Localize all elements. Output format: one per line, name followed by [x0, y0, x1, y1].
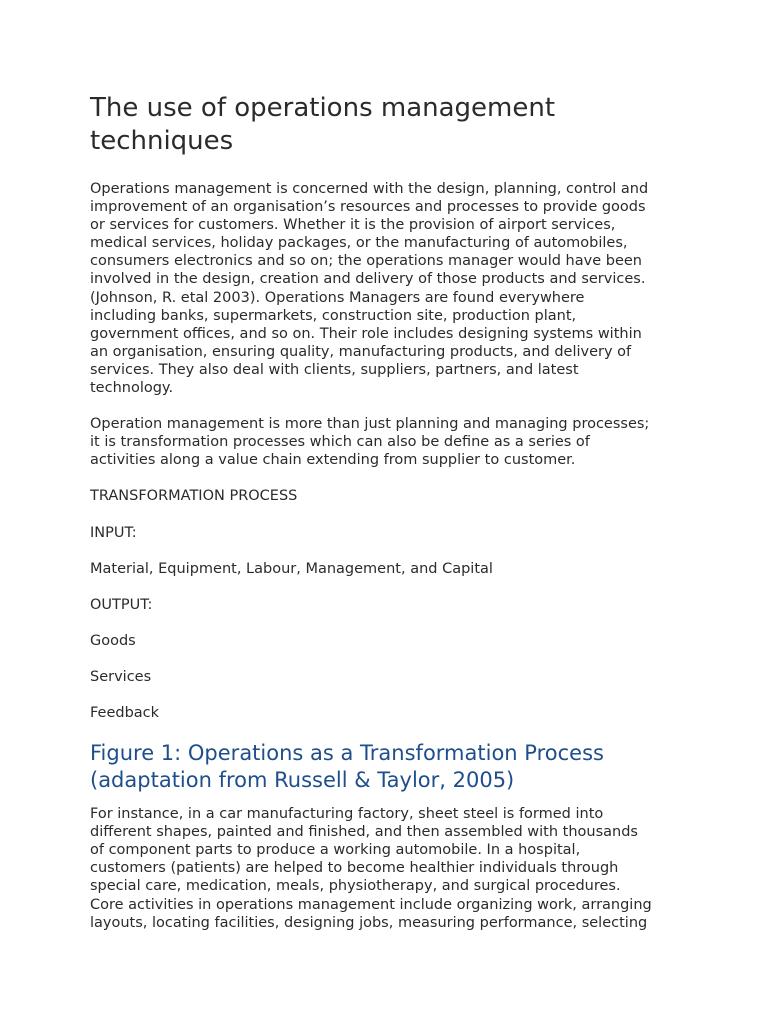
transformation-heading: TRANSFORMATION PROCESS	[90, 488, 298, 505]
caption-line: (adaptation from Russell & Taylor, 2005)	[90, 768, 515, 793]
text-line: activities along a value chain extending from supplier to customer.	[90, 452, 576, 469]
caption-line: Figure 1: Operations as a Transformation Process	[90, 741, 604, 766]
text-line: it is transformation processes which can also be define as a series of	[90, 434, 590, 451]
text-line: For instance, in a car manufacturing factory, sheet steel is formed into	[90, 806, 604, 823]
text-line: including banks, supermarkets, construction site, production plant,	[90, 307, 577, 324]
text-line: technology.	[90, 380, 174, 397]
transformation-paragraph	[90, 415, 680, 469]
intro-paragraph	[90, 180, 680, 397]
text-line: Operations management is concerned with the design, planning, control and	[90, 181, 649, 197]
document-title	[90, 92, 680, 158]
output-label: OUTPUT:	[90, 596, 153, 613]
text-line: consumers electronics and so on; the operations manager would have been	[90, 253, 642, 270]
document-page	[90, 92, 680, 950]
output-goods: Goods	[90, 632, 136, 649]
input-value: Material, Equipment, Labour, Management, and Capital	[90, 560, 493, 577]
text-line: Core activities in operations management include organizing work, arranging	[90, 896, 652, 913]
text-line: customers (patients) are helped to become healthier individuals through	[90, 860, 619, 877]
figure-caption-heading	[90, 740, 680, 794]
text-line: services. They also deal with clients, suppliers, partners, and latest	[90, 361, 579, 378]
text-line: involved in the design, creation and delivery of those products and services.	[90, 271, 646, 288]
title-line: techniques	[90, 126, 234, 156]
text-line: of component parts to produce a working automobile. In a hospital,	[90, 842, 581, 859]
text-line: special care, medication, meals, physiotherapy, and surgical procedures.	[90, 878, 621, 895]
title-line: The use of operations management	[90, 93, 556, 123]
output-feedback: Feedback	[90, 704, 160, 721]
output-services: Services	[90, 668, 152, 685]
text-line: improvement of an organisation’s resources and processes to provide goods	[90, 199, 646, 216]
text-line: government offices, and so on. Their role includes designing systems within	[90, 325, 642, 342]
text-line: an organisation, ensuring quality, manufacturing products, and delivery of	[90, 343, 632, 360]
text-line: different shapes, painted and finished, and then assembled with thousands	[90, 824, 638, 841]
text-line: layouts, locating facilities, designing jobs, measuring performance, selecting	[90, 914, 648, 931]
input-label: INPUT:	[90, 524, 137, 541]
text-line: medical services, holiday packages, or the manufacturing of automobiles,	[90, 235, 628, 252]
text-line: (Johnson, R. etal 2003). Operations Managers are found everywhere	[90, 289, 585, 306]
examples-paragraph	[90, 805, 680, 932]
text-line: or services for customers. Whether it is the provision of airport services,	[90, 217, 616, 234]
text-line: Operation management is more than just planning and managing processes;	[90, 416, 650, 433]
